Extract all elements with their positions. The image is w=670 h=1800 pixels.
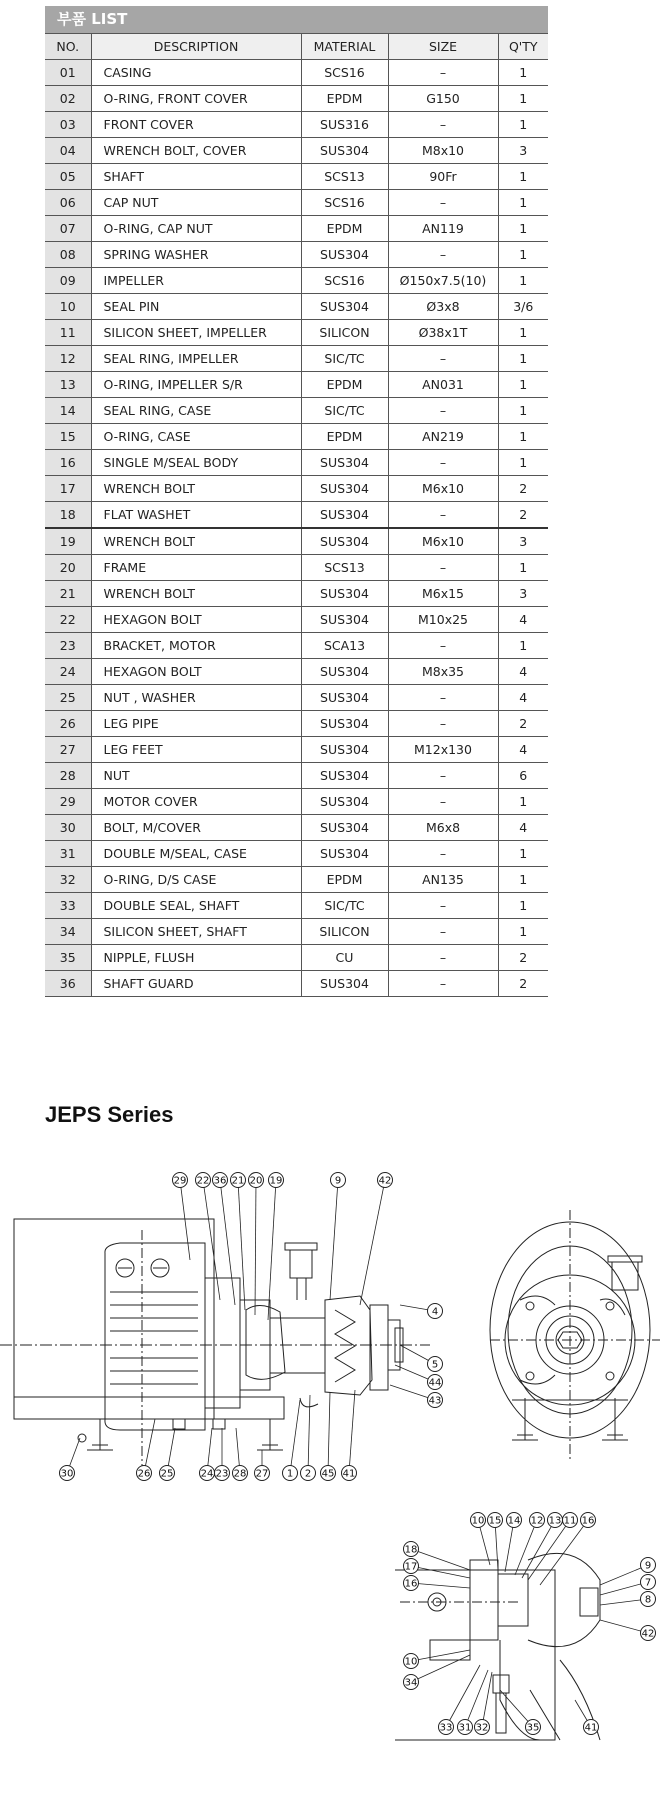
- callout-label: 42: [641, 1628, 655, 1640]
- cell-qty: 4: [498, 607, 548, 633]
- cell-size: –: [388, 398, 498, 424]
- cell-description: DOUBLE SEAL, SHAFT: [91, 893, 301, 919]
- cell-size: –: [388, 60, 498, 86]
- cell-description: BOLT, M/COVER: [91, 815, 301, 841]
- cell-description: NIPPLE, FLUSH: [91, 945, 301, 971]
- cell-description: WRENCH BOLT, COVER: [91, 138, 301, 164]
- cell-qty: 1: [498, 216, 548, 242]
- cell-no: 03: [45, 112, 91, 138]
- cell-description: FRONT COVER: [91, 112, 301, 138]
- cell-qty: 3: [498, 528, 548, 555]
- cell-size: –: [388, 112, 498, 138]
- cell-description: CASING: [91, 60, 301, 86]
- cell-no: 34: [45, 919, 91, 945]
- cell-no: 15: [45, 424, 91, 450]
- cell-description: NUT: [91, 763, 301, 789]
- cell-no: 06: [45, 190, 91, 216]
- callout-label: 44: [428, 1377, 442, 1389]
- base-frame: [14, 1397, 284, 1419]
- cell-qty: 1: [498, 555, 548, 581]
- cell-size: M12x130: [388, 737, 498, 763]
- cell-material: SCS13: [301, 164, 388, 190]
- callout-label: 10: [471, 1515, 485, 1527]
- cell-description: O-RING, D/S CASE: [91, 867, 301, 893]
- cell-material: EPDM: [301, 86, 388, 112]
- cell-qty: 1: [498, 398, 548, 424]
- callout-label: 19: [269, 1175, 283, 1187]
- callout-label: 34: [404, 1677, 418, 1689]
- callout-label: 12: [530, 1515, 544, 1527]
- cell-material: SUS304: [301, 294, 388, 320]
- callout-label: 42: [378, 1175, 392, 1187]
- cell-size: –: [388, 555, 498, 581]
- cell-size: M6x10: [388, 476, 498, 502]
- cell-material: EPDM: [301, 216, 388, 242]
- cell-no: 08: [45, 242, 91, 268]
- cell-no: 29: [45, 789, 91, 815]
- cell-no: 14: [45, 398, 91, 424]
- callout-label: 27: [255, 1468, 269, 1480]
- cell-qty: 1: [498, 450, 548, 476]
- cell-qty: 1: [498, 60, 548, 86]
- cell-description: CAP NUT: [91, 190, 301, 216]
- callout-label: 31: [458, 1722, 472, 1734]
- callout-leader: [411, 1549, 470, 1570]
- cell-size: Ø3x8: [388, 294, 498, 320]
- col-header-size: SIZE: [388, 34, 498, 60]
- cell-material: SILICON: [301, 320, 388, 346]
- cell-material: SCA13: [301, 633, 388, 659]
- cell-qty: 4: [498, 737, 548, 763]
- cell-qty: 1: [498, 841, 548, 867]
- callout-label: 20: [249, 1175, 263, 1187]
- cell-size: –: [388, 346, 498, 372]
- callout-leader: [349, 1390, 355, 1473]
- cell-size: AN219: [388, 424, 498, 450]
- cell-description: SILICON SHEET, IMPELLER: [91, 320, 301, 346]
- cell-material: SUS304: [301, 737, 388, 763]
- callout-label: 21: [231, 1175, 245, 1187]
- col-header-no: NO.: [45, 34, 91, 60]
- cell-size: AN031: [388, 372, 498, 398]
- cell-size: –: [388, 919, 498, 945]
- cell-description: HEXAGON BOLT: [91, 607, 301, 633]
- callout-label: 9: [644, 1560, 652, 1572]
- col-header-description: DESCRIPTION: [91, 34, 301, 60]
- cell-material: SUS304: [301, 607, 388, 633]
- cell-qty: 1: [498, 190, 548, 216]
- cell-qty: 1: [498, 424, 548, 450]
- callout-leader: [330, 1180, 338, 1300]
- cell-qty: 1: [498, 893, 548, 919]
- callout-leader: [238, 1180, 245, 1310]
- callout-label: 1: [286, 1468, 294, 1480]
- cell-size: –: [388, 502, 498, 529]
- cell-no: 30: [45, 815, 91, 841]
- callout-label: 36: [213, 1175, 227, 1187]
- cell-material: SIC/TC: [301, 398, 388, 424]
- cell-size: M10x25: [388, 607, 498, 633]
- cell-material: SUS304: [301, 789, 388, 815]
- callout-label: 10: [404, 1656, 418, 1668]
- cell-no: 27: [45, 737, 91, 763]
- cell-qty: 3: [498, 138, 548, 164]
- cell-description: O-RING, CAP NUT: [91, 216, 301, 242]
- cell-no: 18: [45, 502, 91, 529]
- cell-size: Ø38x1T: [388, 320, 498, 346]
- cell-no: 16: [45, 450, 91, 476]
- cell-no: 07: [45, 216, 91, 242]
- cell-material: SUS304: [301, 242, 388, 268]
- cell-description: SHAFT GUARD: [91, 971, 301, 997]
- callout-label: 9: [334, 1175, 342, 1187]
- cell-no: 09: [45, 268, 91, 294]
- cell-size: –: [388, 685, 498, 711]
- callout-leader: [411, 1583, 470, 1588]
- cell-qty: 1: [498, 919, 548, 945]
- seal-detail-outline: [395, 1570, 555, 1740]
- callout-label: 16: [581, 1515, 595, 1527]
- cell-size: –: [388, 841, 498, 867]
- cell-material: SUS304: [301, 476, 388, 502]
- cell-material: SUS304: [301, 711, 388, 737]
- cell-no: 04: [45, 138, 91, 164]
- cell-no: 22: [45, 607, 91, 633]
- callout-leader: [290, 1400, 300, 1473]
- cell-description: O-RING, CASE: [91, 424, 301, 450]
- cell-qty: 2: [498, 502, 548, 529]
- cell-no: 17: [45, 476, 91, 502]
- cell-material: SUS304: [301, 528, 388, 555]
- cell-qty: 1: [498, 112, 548, 138]
- cell-size: 90Fr: [388, 164, 498, 190]
- callout-leader: [255, 1180, 256, 1315]
- cell-no: 24: [45, 659, 91, 685]
- callout-label: 2: [304, 1468, 312, 1480]
- callout-label: 32: [475, 1722, 489, 1734]
- cell-material: EPDM: [301, 372, 388, 398]
- cell-description: SPRING WASHER: [91, 242, 301, 268]
- cell-description: SINGLE M/SEAL BODY: [91, 450, 301, 476]
- callout-label: 45: [321, 1468, 335, 1480]
- callout-label: 35: [526, 1722, 540, 1734]
- cell-no: 31: [45, 841, 91, 867]
- cell-description: WRENCH BOLT: [91, 476, 301, 502]
- cell-qty: 1: [498, 86, 548, 112]
- cell-description: DOUBLE M/SEAL, CASE: [91, 841, 301, 867]
- col-header-material: MATERIAL: [301, 34, 388, 60]
- callout-leader: [465, 1670, 488, 1727]
- cell-description: O-RING, IMPELLER S/R: [91, 372, 301, 398]
- callout-label: 22: [196, 1175, 210, 1187]
- cell-material: SUS304: [301, 841, 388, 867]
- callout-label: 33: [439, 1722, 453, 1734]
- callout-label: 8: [644, 1594, 652, 1606]
- cell-size: M8x35: [388, 659, 498, 685]
- cell-material: SIC/TC: [301, 346, 388, 372]
- callout-label: 17: [404, 1561, 418, 1573]
- cell-material: CU: [301, 945, 388, 971]
- cell-description: HEXAGON BOLT: [91, 659, 301, 685]
- cell-material: SCS16: [301, 60, 388, 86]
- cell-description: SHAFT: [91, 164, 301, 190]
- cell-qty: 4: [498, 685, 548, 711]
- cell-material: SUS304: [301, 659, 388, 685]
- callout-label: 30: [60, 1468, 74, 1480]
- cell-qty: 1: [498, 372, 548, 398]
- cell-qty: 1: [498, 320, 548, 346]
- cell-no: 21: [45, 581, 91, 607]
- callout-leader: [144, 1419, 155, 1473]
- cell-size: M8x10: [388, 138, 498, 164]
- cell-material: SUS316: [301, 112, 388, 138]
- cell-material: SUS304: [301, 502, 388, 529]
- cell-qty: 2: [498, 945, 548, 971]
- cell-material: SCS13: [301, 555, 388, 581]
- cell-no: 28: [45, 763, 91, 789]
- cell-material: EPDM: [301, 867, 388, 893]
- cell-material: EPDM: [301, 424, 388, 450]
- callout-label: 43: [428, 1395, 442, 1407]
- callout-label: 23: [215, 1468, 229, 1480]
- callout-leader: [360, 1180, 385, 1305]
- cell-size: –: [388, 711, 498, 737]
- cell-material: SUS304: [301, 450, 388, 476]
- cell-no: 33: [45, 893, 91, 919]
- parts-list-title: 부품 LIST: [45, 6, 548, 33]
- cell-material: SUS304: [301, 138, 388, 164]
- cell-material: SUS304: [301, 815, 388, 841]
- motor-body: [14, 1219, 214, 1419]
- cell-qty: 2: [498, 711, 548, 737]
- cell-no: 05: [45, 164, 91, 190]
- cell-material: SUS304: [301, 581, 388, 607]
- cell-qty: 3: [498, 581, 548, 607]
- cell-size: M6x8: [388, 815, 498, 841]
- cell-qty: 1: [498, 346, 548, 372]
- cell-no: 20: [45, 555, 91, 581]
- cell-qty: 6: [498, 763, 548, 789]
- cell-description: LEG FEET: [91, 737, 301, 763]
- cell-description: SEAL RING, IMPELLER: [91, 346, 301, 372]
- callout-leader: [203, 1180, 220, 1300]
- callout-leader: [446, 1665, 480, 1727]
- cell-qty: 1: [498, 633, 548, 659]
- cell-no: 19: [45, 528, 91, 555]
- series-title: JEPS Series: [45, 1102, 174, 1127]
- cell-no: 32: [45, 867, 91, 893]
- cell-description: SEAL PIN: [91, 294, 301, 320]
- cell-qty: 1: [498, 164, 548, 190]
- cell-material: SUS304: [301, 685, 388, 711]
- callout-label: 28: [233, 1468, 247, 1480]
- cell-qty: 4: [498, 659, 548, 685]
- cell-description: O-RING, FRONT COVER: [91, 86, 301, 112]
- cell-qty: 4: [498, 815, 548, 841]
- cell-size: AN135: [388, 867, 498, 893]
- callout-label: 16: [404, 1578, 418, 1590]
- cell-no: 11: [45, 320, 91, 346]
- cell-description: FRAME: [91, 555, 301, 581]
- callout-leader: [411, 1566, 470, 1578]
- callout-label: 26: [137, 1468, 151, 1480]
- cell-size: M6x10: [388, 528, 498, 555]
- cell-qty: 1: [498, 789, 548, 815]
- callout-label: 41: [342, 1468, 356, 1480]
- cell-no: 12: [45, 346, 91, 372]
- cell-no: 26: [45, 711, 91, 737]
- cell-no: 13: [45, 372, 91, 398]
- callout-leader: [220, 1180, 235, 1305]
- callout-label: 29: [173, 1175, 187, 1187]
- cell-description: WRENCH BOLT: [91, 528, 301, 555]
- callout-label: 11: [563, 1515, 577, 1527]
- cell-qty: 2: [498, 476, 548, 502]
- cell-size: –: [388, 893, 498, 919]
- cell-size: Ø150x7.5(10): [388, 268, 498, 294]
- cell-no: 01: [45, 60, 91, 86]
- callout-leader: [515, 1520, 537, 1575]
- callouts-seal-detail: [404, 1513, 656, 1735]
- cell-size: –: [388, 633, 498, 659]
- cell-size: –: [388, 971, 498, 997]
- callout-label: 5: [431, 1359, 439, 1371]
- callout-label: 24: [200, 1468, 214, 1480]
- callout-label: 13: [548, 1515, 562, 1527]
- cell-no: 23: [45, 633, 91, 659]
- callout-label: 7: [644, 1577, 652, 1589]
- cell-size: –: [388, 242, 498, 268]
- cell-qty: 3/6: [498, 294, 548, 320]
- callout-label: 18: [404, 1544, 418, 1556]
- cell-qty: 1: [498, 867, 548, 893]
- cell-no: 02: [45, 86, 91, 112]
- cell-description: BRACKET, MOTOR: [91, 633, 301, 659]
- cell-no: 10: [45, 294, 91, 320]
- cell-size: –: [388, 763, 498, 789]
- cell-size: –: [388, 945, 498, 971]
- cell-description: SILICON SHEET, SHAFT: [91, 919, 301, 945]
- cell-description: IMPELLER: [91, 268, 301, 294]
- cell-no: 36: [45, 971, 91, 997]
- cell-material: SCS16: [301, 190, 388, 216]
- callout-leader: [328, 1392, 330, 1473]
- cell-size: M6x15: [388, 581, 498, 607]
- callout-label: 15: [488, 1515, 502, 1527]
- cell-qty: 1: [498, 242, 548, 268]
- cell-qty: 1: [498, 268, 548, 294]
- callout-leader: [268, 1180, 276, 1320]
- callout-label: 41: [584, 1722, 598, 1734]
- callout-leader: [528, 1520, 570, 1580]
- cell-material: SILICON: [301, 919, 388, 945]
- cell-material: SUS304: [301, 971, 388, 997]
- cell-description: MOTOR COVER: [91, 789, 301, 815]
- cell-size: G150: [388, 86, 498, 112]
- cell-description: LEG PIPE: [91, 711, 301, 737]
- callout-label: 25: [160, 1468, 174, 1480]
- cell-qty: 2: [498, 971, 548, 997]
- cell-size: –: [388, 789, 498, 815]
- callout-label: 4: [431, 1306, 439, 1318]
- cell-size: –: [388, 450, 498, 476]
- cell-description: SEAL RING, CASE: [91, 398, 301, 424]
- cell-description: NUT , WASHER: [91, 685, 301, 711]
- cell-material: SIC/TC: [301, 893, 388, 919]
- cell-material: SCS16: [301, 268, 388, 294]
- callout-leader: [180, 1180, 190, 1260]
- cell-no: 35: [45, 945, 91, 971]
- cell-material: SUS304: [301, 763, 388, 789]
- cell-no: 25: [45, 685, 91, 711]
- cell-description: FLAT WASHET: [91, 502, 301, 529]
- cell-size: AN119: [388, 216, 498, 242]
- callout-label: 14: [507, 1515, 521, 1527]
- cell-size: –: [388, 190, 498, 216]
- cell-description: WRENCH BOLT: [91, 581, 301, 607]
- col-header-qty: Q'TY: [498, 34, 548, 60]
